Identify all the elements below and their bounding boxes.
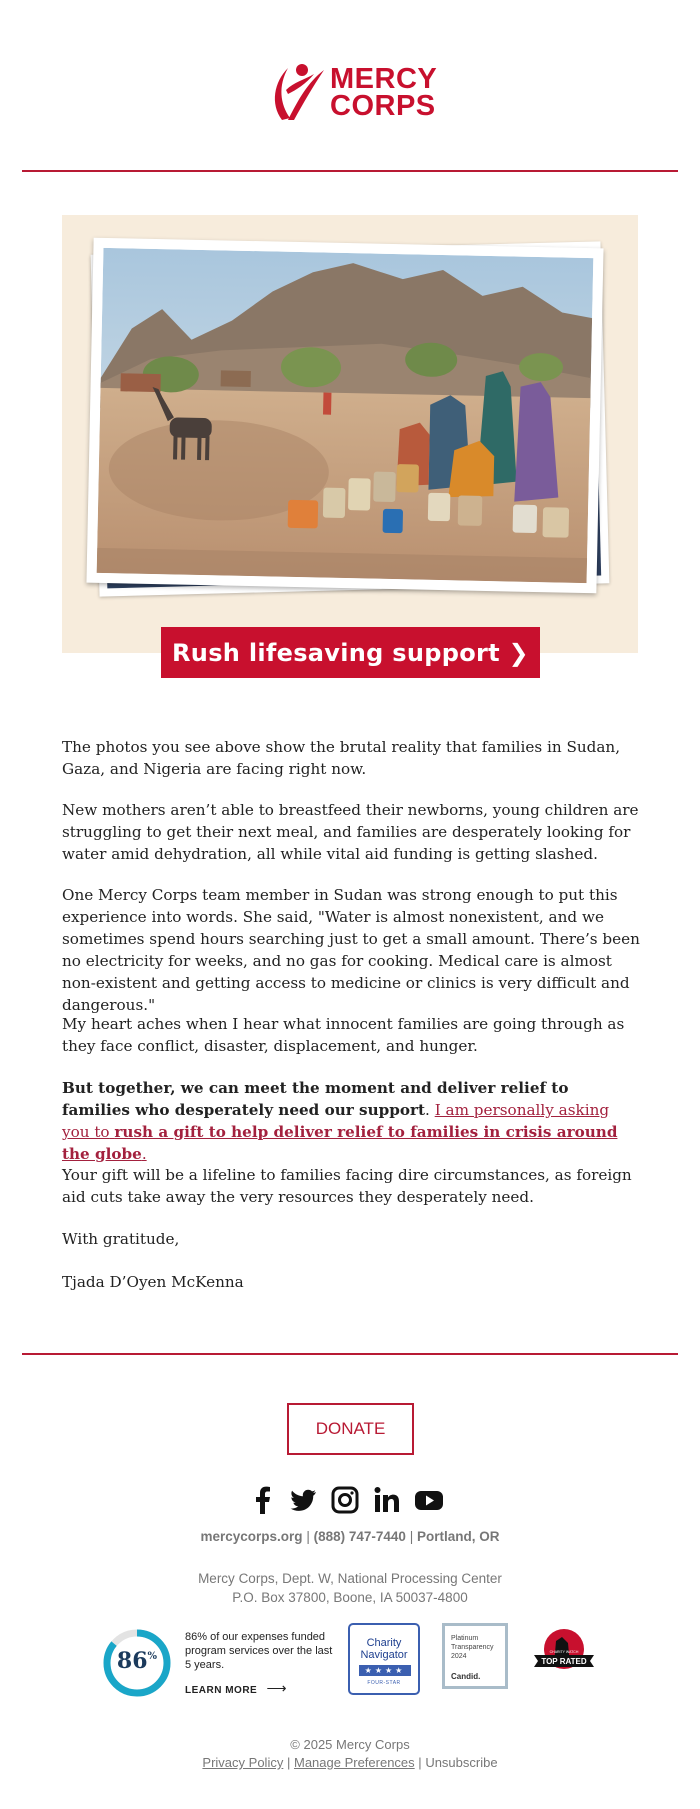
rush-support-button[interactable]: Rush lifesaving support ❯ [161, 627, 540, 678]
candid-transparency-badge[interactable] [442, 1623, 508, 1689]
instagram-icon[interactable] [330, 1485, 360, 1515]
learn-more-link[interactable] [185, 1680, 287, 1697]
charity-navigator-badge[interactable] [348, 1623, 420, 1695]
charitywatch-top-rated-badge[interactable] [530, 1627, 598, 1683]
paragraph-5 [62, 1077, 640, 1165]
mercy-corps-logo[interactable] [268, 60, 438, 124]
candid-name: Candid. [451, 1672, 481, 1681]
copyright: © 2025 Mercy Corps [290, 1737, 410, 1752]
expense-ratio-text: 86% of our expenses funded program services over the last 5 years. [185, 1631, 333, 1671]
rush-gift-link-bold: rush a gift to help deliver relief to families in crisis around the globe [62, 1123, 618, 1163]
paragraph-1: The photos you see above show the brutal reality that families in Sudan, Gaza, and Nigeria are facing right now. [62, 738, 621, 778]
top-rated-label: TOP RATED [541, 1657, 587, 1666]
city: Portland, OR [416, 1529, 500, 1544]
paragraph-3: One Mercy Corps team member in Sudan was strong enough to put this experience into words. She said, "Water is almost nonexistent, and we sometimes spend hours searching just to get a small amount. There’s been no electricity for weeks, and no gas for cooking. Medical care is almost non-existent and getting access to medicine or clinics is very difficult and dangerous." [62, 886, 640, 1014]
paragraph-4: My heart aches when I hear what innocent families are going through as they face conflict, disaster, displacement, and hunger. [62, 1015, 625, 1055]
hero-photo-scene [97, 248, 594, 583]
four-star-label: FOUR-STAR [367, 1680, 401, 1686]
footer-links [0, 1755, 700, 1770]
paragraph-2: New mothers aren’t able to breastfeed their newborns, young children are struggling to get their next meal, and families are desperately looking for water amid dehydration, all while vital aid funding is getting slashed. [62, 801, 639, 863]
charity-navigator-title: Charity Navigator [360, 1637, 408, 1661]
manage-preferences-link[interactable]: Manage Preferences [293, 1755, 415, 1770]
address-line-1: Mercy Corps, Dept. W, National Processing Center [198, 1571, 502, 1586]
separator: | [306, 1529, 310, 1544]
unsubscribe-link[interactable]: Unsubscribe [425, 1755, 498, 1770]
rush-gift-link-text: I am personally asking you to [62, 1101, 610, 1141]
phone-number[interactable]: (888) 747-7440 [313, 1529, 406, 1544]
learn-more-label: LEARN MORE [185, 1685, 258, 1696]
closing: With gratitude, [62, 1230, 180, 1248]
separator: | [409, 1529, 414, 1544]
footer-divider [22, 1353, 678, 1355]
candid-seal-text: Platinum Transparency 2024 [451, 1635, 494, 1660]
address-line-2: P.O. Box 37800, Boone, IA 50037-4800 [232, 1590, 468, 1605]
twitter-icon[interactable] [288, 1485, 318, 1515]
paragraph-5-bold: But together, we can meet the moment and deliver relief to families who desperately need our support [62, 1079, 569, 1119]
mercy-corps-emblem-icon [268, 60, 328, 124]
separator: | [418, 1755, 422, 1770]
header-divider [22, 170, 678, 172]
logo-wordmark: MERCY CORPS [330, 63, 438, 122]
privacy-policy-link[interactable]: Privacy Policy [202, 1755, 284, 1770]
expense-ratio-value: 86% [116, 1648, 158, 1674]
facebook-icon[interactable] [248, 1485, 278, 1515]
charity-watch-label: CHARITY WATCH [549, 1650, 579, 1654]
paragraph-5-period: . [425, 1101, 430, 1119]
linkedin-icon[interactable] [372, 1485, 402, 1515]
separator: | [286, 1755, 291, 1770]
donate-button[interactable]: DONATE [287, 1403, 414, 1455]
contact-line [0, 1529, 700, 1544]
arrow-right-icon: ⟶ [266, 1680, 288, 1696]
paragraph-6: Your gift will be a lifeline to families facing dire circumstances, as foreign aid cuts take away the very resources they desperately need. [62, 1166, 632, 1206]
youtube-icon[interactable] [414, 1485, 444, 1515]
four-star-rating-icon: ★★★★ [359, 1665, 411, 1676]
signature: Tjada D’Oyen McKenna [62, 1273, 244, 1291]
rush-gift-link-end: . [141, 1145, 147, 1163]
hero-photo[interactable] [86, 238, 603, 594]
website-link[interactable]: mercycorps.org [200, 1529, 303, 1544]
